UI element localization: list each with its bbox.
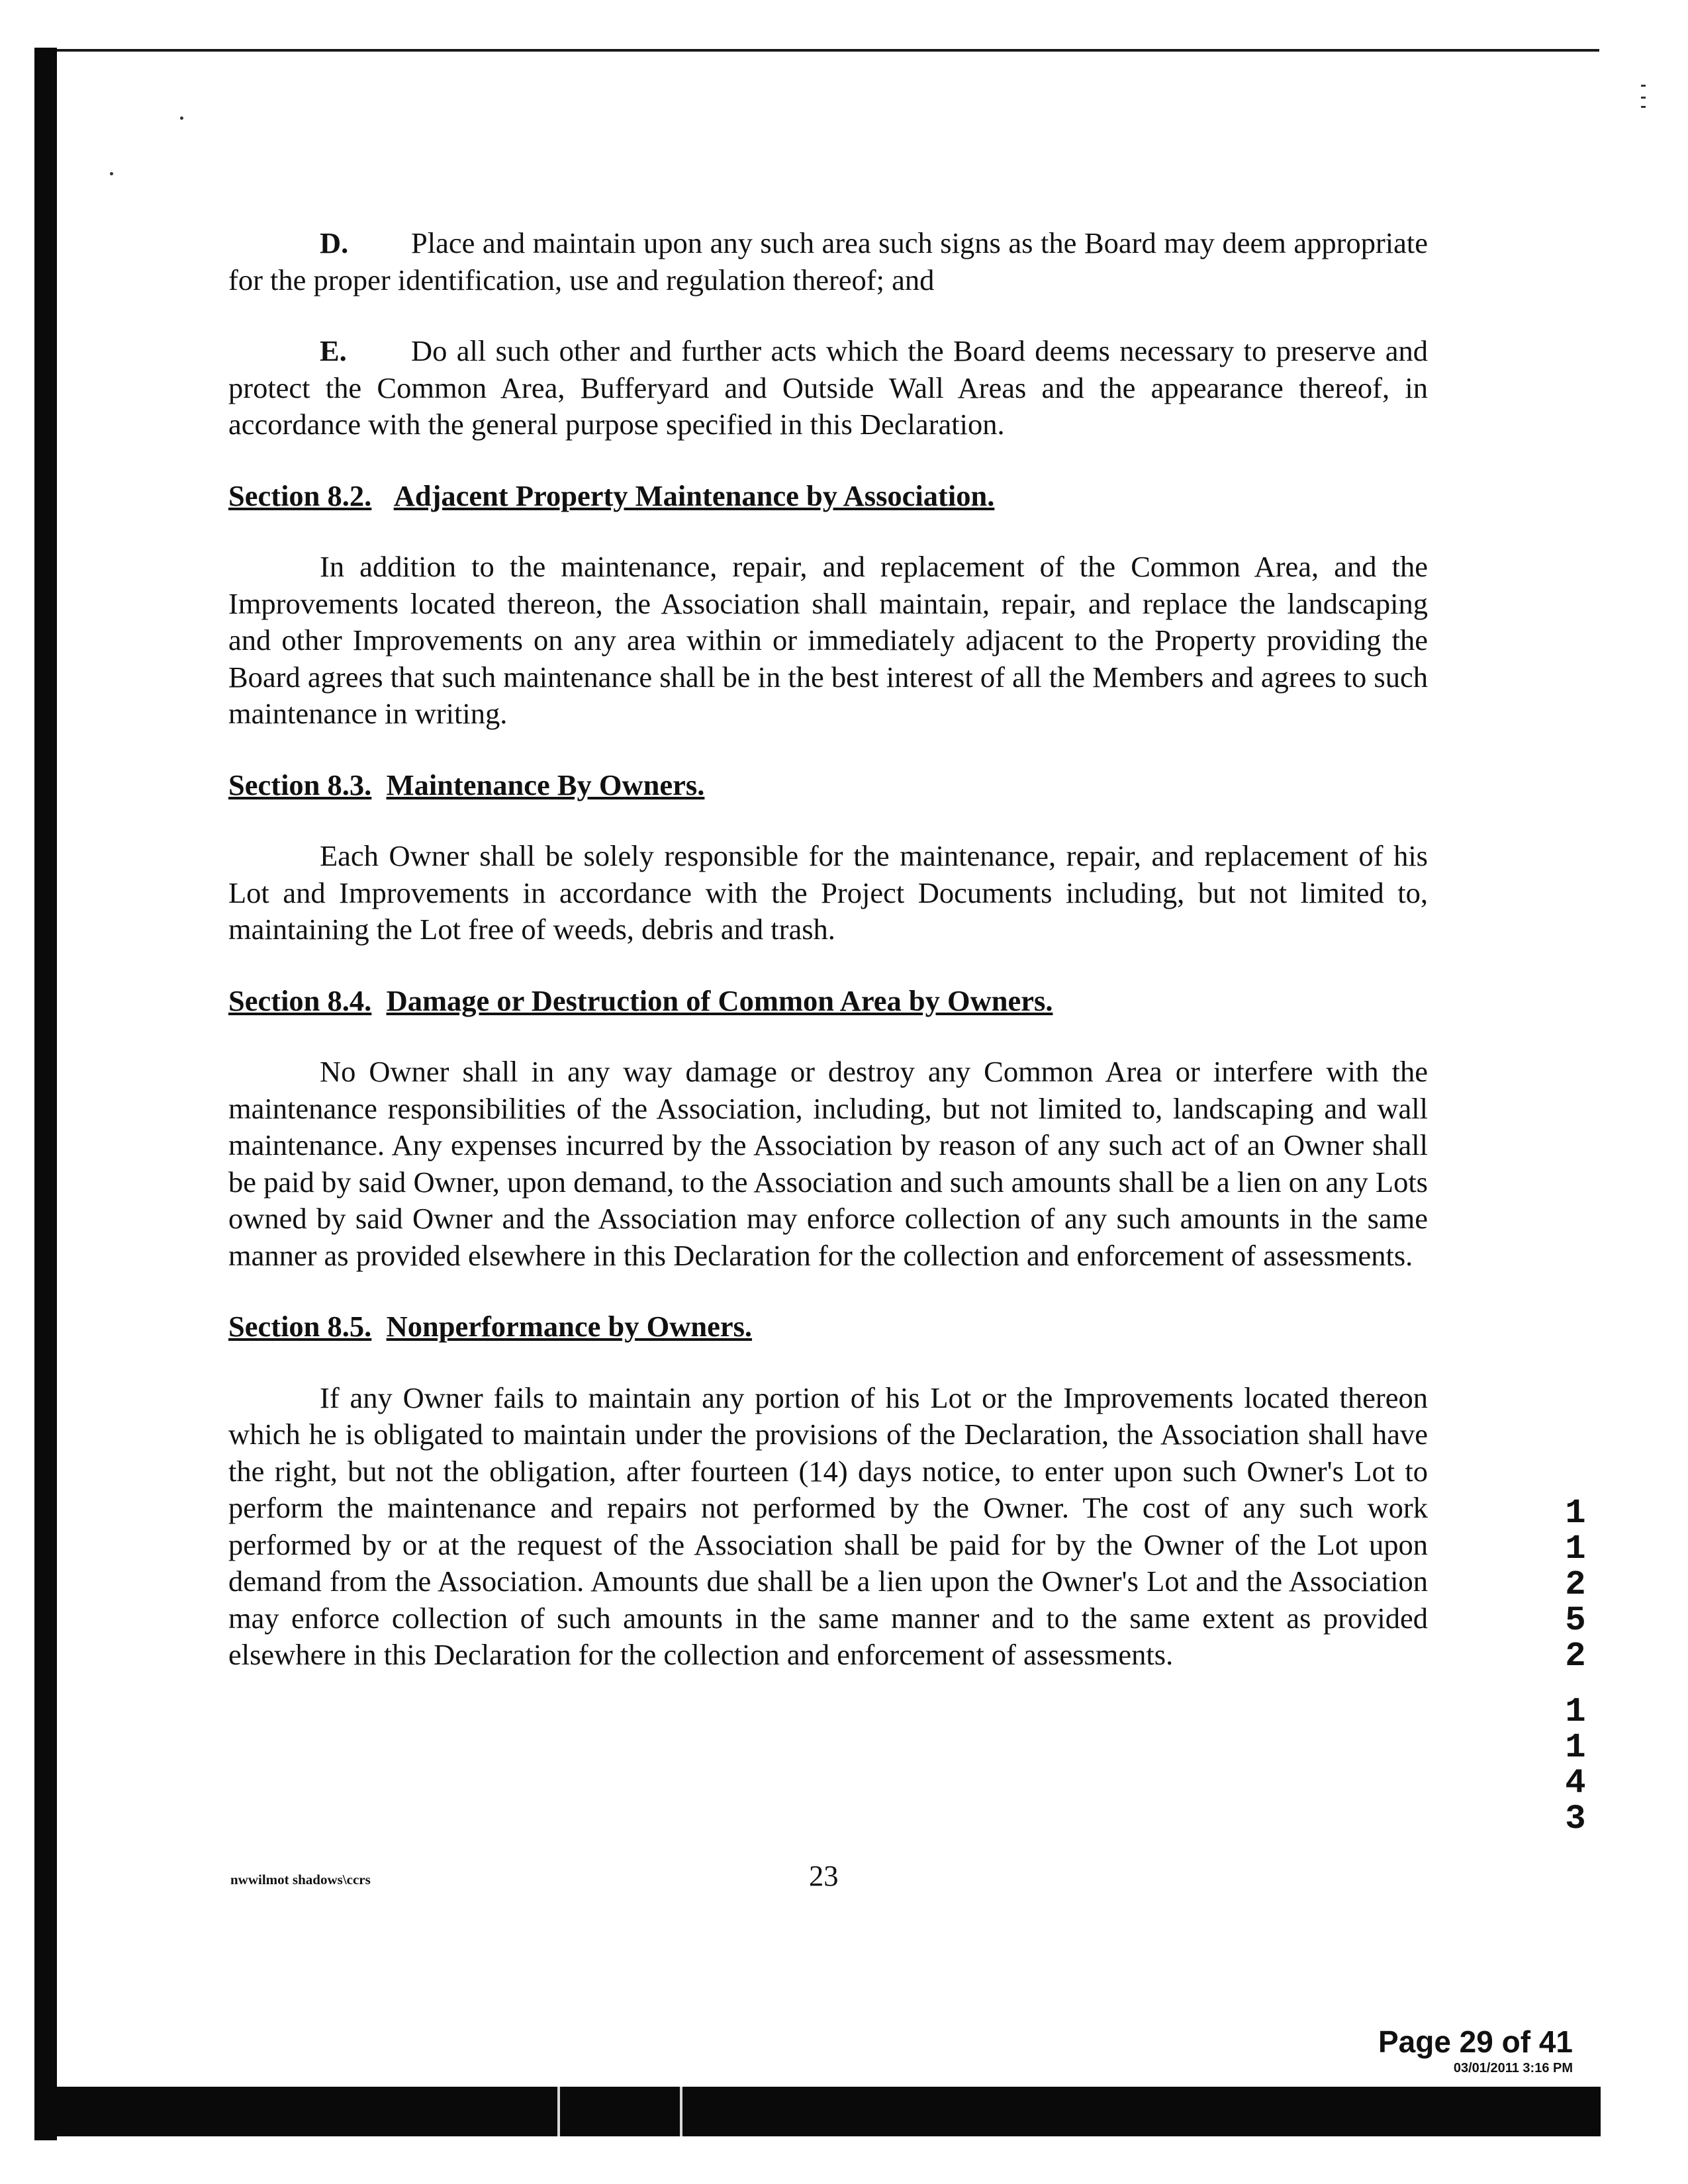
recorder-page-count: Page 29 of 41 bbox=[1378, 2025, 1573, 2059]
section-heading bbox=[228, 767, 1428, 804]
stamp-digit: 2 bbox=[1565, 1565, 1586, 1604]
stamp-digit: 3 bbox=[1565, 1799, 1586, 1839]
file-reference: nwwilmot shadows\ccrs bbox=[230, 1872, 371, 1888]
section-number: Section 8.2. bbox=[228, 478, 372, 512]
section-title: Damage or Destruction of Common Area by Owners. bbox=[386, 983, 1053, 1017]
item-e bbox=[228, 333, 1428, 443]
scan-speck bbox=[180, 116, 183, 120]
item-d bbox=[228, 225, 1428, 298]
stamp-digit: 1 bbox=[1565, 1728, 1586, 1767]
scan-border-top bbox=[57, 49, 1599, 52]
section-number: Section 8.3. bbox=[228, 768, 372, 801]
item-e-letter: E. bbox=[320, 334, 347, 367]
stamp-digit: 4 bbox=[1565, 1764, 1586, 1803]
scan-edge-mark bbox=[1641, 97, 1646, 99]
section-body: In addition to the maintenance, repair, and replacement of the Common Area, and the Improvements located thereon, the Association shall maintain, repair, and replace the landscaping and other Improvements on any area within or immediately adjacent to the Property providing the Board agrees that such maintenance shall be in the best interest of all the Members and agrees to such maintenance in writing. bbox=[228, 550, 1428, 730]
item-d-letter: D. bbox=[320, 226, 349, 259]
section-body: No Owner shall in any way damage or destroy any Common Area or interfere with the maintenance responsibilities of the Association, including, but not limited to, landscaping and wall maintenance. Any expenses incurred by the Association by reason of any such act of an Owner shall be paid by said Owner, upon demand, to the Association and such amounts shall be a lien on any Lots owned by said Owner and the Association may enforce collection of any such amounts in the same manner as provided elsewhere in this Declaration for the collection and enforcement of assessments. bbox=[228, 1055, 1428, 1272]
scan-gap-mark bbox=[557, 2087, 560, 2136]
page-number: 23 bbox=[809, 1859, 839, 1892]
stamp-digit: 1 bbox=[1565, 1529, 1586, 1569]
scan-speck bbox=[110, 172, 113, 175]
section-body: If any Owner fails to maintain any portion of his Lot or the Improvements located thereon which he is obligated to maintain under the provisions of the Declaration, the Association shall have the right, but not the obligation, after fourteen (14) days notice, to enter upon such Owner's Lot to perform the maintenance and repairs not performed by the Owner. The cost of any such work performed by or at the request of the Association shall be paid for by the Owner of the Lot upon demand from the Association. Amounts due shall be a lien upon the Owner's Lot and the Association may enforce collection of such amounts in the same manner and to the same extent as provided elsewhere in this Declaration for the collection and enforcement of assessments. bbox=[228, 1381, 1428, 1671]
item-d-text: Place and maintain upon any such area such signs as the Board may deem appropriate for the proper identification, use and regulation thereof; and bbox=[228, 226, 1428, 296]
section-heading bbox=[228, 478, 1428, 515]
section-title: Adjacent Property Maintenance by Association. bbox=[393, 478, 995, 512]
section-title: Nonperformance by Owners. bbox=[386, 1310, 753, 1343]
item-e-text: Do all such other and further acts which the Board deems necessary to preserve and protect the Common Area, Bufferyard and Outside Wall Areas and the appearance thereof, in accordance with the general purpose specified in this Declaration. bbox=[228, 334, 1428, 441]
stamp-digit: 2 bbox=[1565, 1637, 1586, 1676]
section-number: Section 8.5. bbox=[228, 1310, 372, 1343]
section-heading bbox=[228, 983, 1428, 1020]
stamp-digit: 1 bbox=[1565, 1494, 1586, 1533]
scan-edge-mark bbox=[1641, 106, 1646, 108]
stamp-digit: 5 bbox=[1565, 1601, 1586, 1640]
scan-gap-mark bbox=[680, 2087, 682, 2136]
section-title: Maintenance By Owners. bbox=[386, 768, 705, 801]
scan-border-bottom bbox=[34, 2087, 1601, 2136]
scan-edge-mark bbox=[1641, 85, 1646, 87]
section-body: Each Owner shall be solely responsible for the maintenance, repair, and replacement of his Lot and Improvements in accordance with the Project Documents including, but not limited to, maintaining the Lot free of weeds, debris and trash. bbox=[228, 839, 1428, 946]
scan-border-left bbox=[34, 48, 57, 2140]
section-number: Section 8.4. bbox=[228, 983, 372, 1017]
recorder-timestamp: 03/01/2011 3:16 PM bbox=[1453, 2061, 1573, 2075]
section-heading bbox=[228, 1308, 1428, 1345]
stamp-digit: 1 bbox=[1565, 1692, 1586, 1731]
document-body bbox=[228, 225, 1428, 1674]
